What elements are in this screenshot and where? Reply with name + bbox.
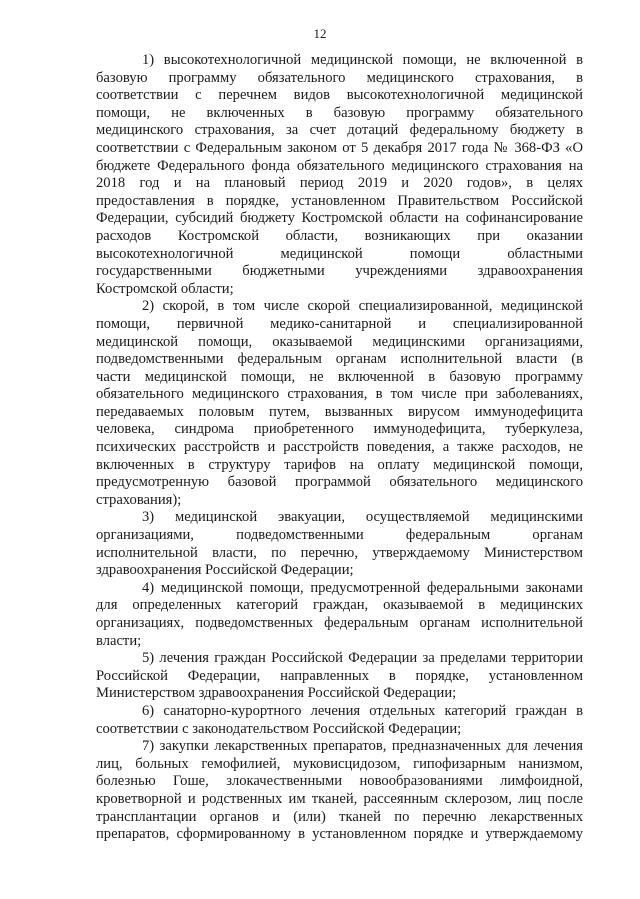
text-line: подведомственными федеральным органам исполнительной власти (в: [96, 351, 583, 368]
text-line: человека, синдрома приобретенного иммунодефицита, туберкулеза,: [96, 421, 583, 438]
text-line: части медицинской помощи, не включенной в базовую программу: [96, 368, 583, 385]
text-line: 3) медицинской эвакуации, осуществляемой медицинскими: [142, 509, 583, 526]
text-line: государственными бюджетными учреждениями здравоохранения: [96, 263, 583, 280]
text-line: 6) санаторно-курортного лечения отдельных категорий граждан в: [142, 702, 583, 719]
text-line: кроветворной и родственных им тканей, рассеянным склерозом, лиц после: [96, 790, 583, 807]
text-line: расходов Костромской области, возникающих при оказании: [96, 227, 583, 244]
text-line: соответствии с Федеральным законом от 5 декабря 2017 года № 368-ФЗ «О: [96, 139, 583, 156]
text-line: болезнью Гоше, злокачественными новообразованиями лимфоидной,: [96, 773, 583, 790]
text-line: предоставления в порядке, установленном Правительством Российской: [96, 192, 583, 209]
text-line: 7) закупки лекарственных препаратов, предназначенных для лечения: [142, 738, 583, 755]
text-line: власти;: [96, 632, 142, 649]
text-line: 2) скорой, в том числе скорой специализированной, медицинской: [142, 298, 583, 315]
paragraph: [96, 650, 583, 703]
paragraph: [96, 703, 583, 738]
document-body: [96, 52, 583, 844]
text-line: помощи, не включенных в базовую программу обязательного: [96, 104, 583, 121]
text-line: препаратов, сформированному в установленном порядке и утверждаемому: [96, 826, 583, 843]
text-line: организациях, подведомственных федеральным органам исполнительной: [96, 615, 583, 631]
paragraph: [96, 580, 583, 650]
text-line: трансплантации органов и (или) тканей по перечню лекарственных: [96, 808, 583, 825]
text-line: включенных в структуру тарифов на оплату медицинской помощи,: [96, 456, 583, 473]
text-line: страхования);: [96, 491, 182, 508]
paragraph: [96, 738, 583, 844]
text-line: Костромской области;: [96, 280, 234, 297]
text-line: 2018 год и на плановый период 2019 и 2020 годов», в целях: [96, 175, 583, 192]
text-line: Министерством здравоохранения Российской Федерации;: [96, 685, 457, 702]
page-number: 12: [313, 26, 327, 41]
text-line: соответствии с перечнем видов высокотехнологичной медицинской: [96, 87, 583, 104]
text-line: 1) высокотехнологичной медицинской помощи, не включенной в: [142, 52, 583, 68]
paragraph: [96, 52, 583, 298]
paragraph: [96, 298, 583, 509]
text-line: базовую программу обязательного медицинского страхования, в: [96, 69, 583, 86]
text-line: для определенных категорий граждан, оказываемой в медицинских: [96, 597, 583, 614]
text-line: передаваемых половым путем, вызванных вирусом иммунодефицита: [96, 403, 583, 420]
text-line: лиц, больных гемофилией, муковисцидозом, гипофизарным нанизмом,: [96, 755, 583, 772]
text-line: Российской Федерации, направленных в порядке, установленном: [96, 667, 583, 684]
text-line: 5) лечения граждан Российской Федерации за пределами территории: [142, 650, 583, 667]
text-line: исполнительной власти, по перечню, утверждаемому Министерством: [96, 544, 583, 561]
text-line: 4) медицинской помощи, предусмотренной федеральными законами: [142, 579, 583, 596]
text-line: медицинской помощи, оказываемой медицинскими организациями,: [96, 333, 583, 350]
text-line: помощи, первичной медико-санитарной и специализированной: [96, 315, 583, 332]
text-line: соответствии с законодательством Российской Федерации;: [96, 720, 462, 737]
text-line: психических расстройств и расстройств поведения, а также расходов, не: [96, 439, 583, 456]
text-line: предусмотренную базовой программой обязательного медицинского: [96, 474, 583, 491]
paragraph: [96, 509, 583, 579]
text-line: Федерации, субсидий бюджету Костромской области на софинансирование: [96, 210, 583, 227]
text-line: организациями, подведомственными федеральным органам: [96, 527, 583, 544]
text-line: бюджете Федерального фонда обязательного медицинского страхования на: [96, 157, 583, 174]
text-line: медицинского страхования, за счет дотаций федеральному бюджету в: [96, 122, 583, 139]
text-line: обязательного медицинского страхования, в том числе при заболеваниях,: [96, 386, 583, 403]
text-line: высокотехнологичной медицинской помощи областными: [96, 245, 583, 262]
text-line: здравоохранения Российской Федерации;: [96, 562, 354, 579]
